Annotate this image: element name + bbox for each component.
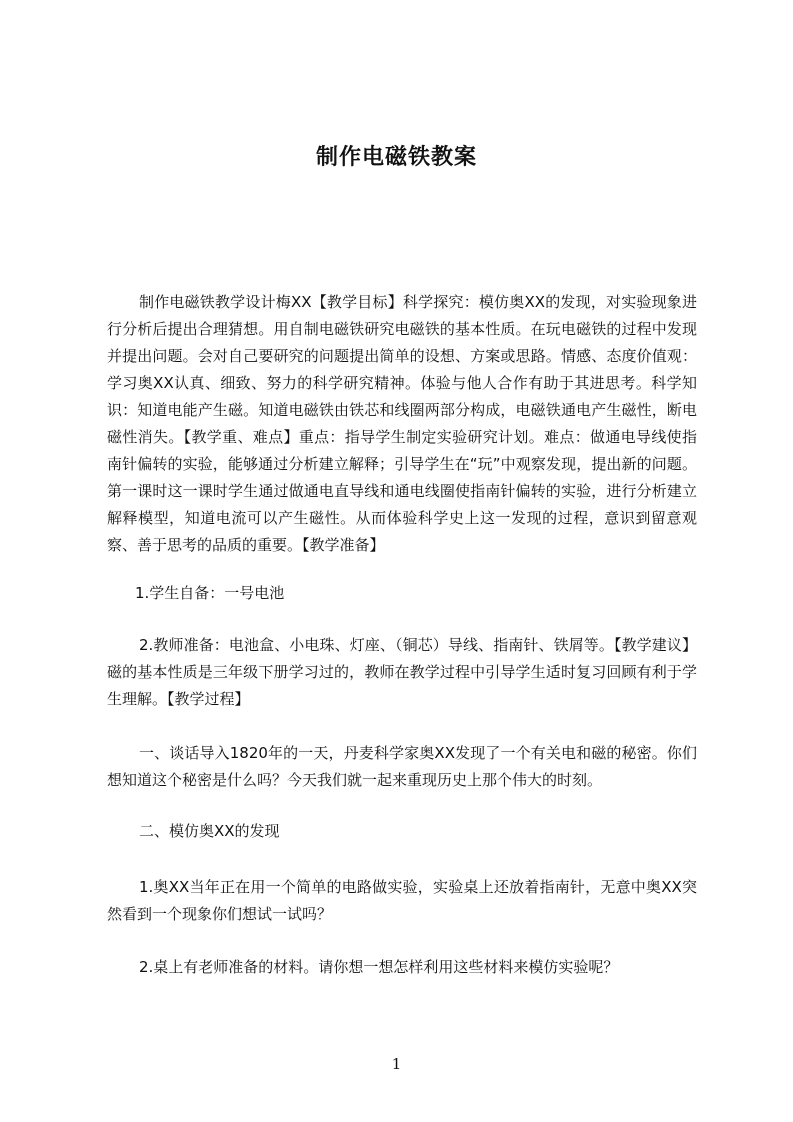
page-title: 制作电磁铁教案 [315, 145, 477, 170]
intro-paragraph: 制作电磁铁教学设计梅XX【教学目标】科学探究：模仿奥XX的发现，对实验现象进行分析后提出合理猜想。用自制电磁铁研究电磁铁的基本性质。在玩电磁铁的过程中发现并提出问题。会对自己要研究的问题提出简单的设想、方案或思路。情感、态度价值观：学习奥XX认真、细致、努力的科学研究精神。体验与他人合作有助于其进思考。科学知识：知道电能产生磁。知道电磁铁由铁芯和线圈两部分构成，电磁铁通电产生磁性，断电磁性消失。【教学重、难点】重点：指导学生制定实验研究计划。难点：做通电导线使指南针偏转的实验，能够通过分析建立解释；引导学生在“玩”中观察发现，提出新的问题。第一课时这一课时学生通过做通电直导线和通电线圈使指南针偏转的实验，进行分析建立解释模型，知道电流可以产生磁性。从而体验科学史上这一发现的过程，意识到留意观察、善于思考的品质的重要。【教学准备】 [107, 293, 697, 554]
section-two-heading: 二、模仿奥XX的发现 [139, 822, 280, 840]
section-one-paragraph: 一、谈话导入1820年的一天，丹麦科学家奥XX发现了一个有关电和磁的秘密。你们想知道这个秘密是什么吗？今天我们就一起来重现历史上那个伟大的时刻。 [107, 744, 697, 789]
teacher-prep-paragraph: 2.教师准备：电池盒、小电珠、灯座、（铜芯）导线、指南针、铁屑等。【教学建议】磁的基本性质是三年级下册学习过的，教师在教学过程中引导学生适时复习回顾有利于学生理解。【教学过程】 [107, 636, 697, 708]
student-prep-paragraph: 1.学生自备：一号电池 [135, 584, 285, 602]
step-two-paragraph: 2.桌上有老师准备的材料。请你想一想怎样利用这些材料来模仿实验呢？ [139, 958, 619, 976]
page-number: 1 [391, 1055, 402, 1073]
step-one-paragraph: 1.奥XX当年正在用一个简单的电路做实验，实验桌上还放着指南针，无意中奥XX突然看到一个现象你们想试一试吗？ [107, 878, 697, 923]
